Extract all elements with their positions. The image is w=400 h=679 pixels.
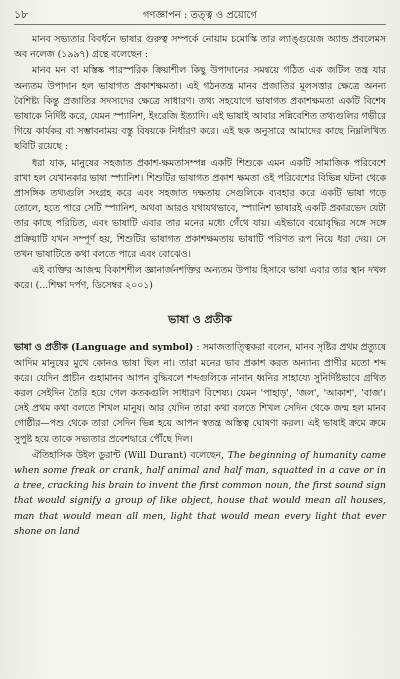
durant-english-name: (Will Durant) <box>124 449 187 461</box>
paragraph-intro: মানব সভ্যতার বিবর্ধনে ভাষার গুরুত্ব সম্পর্কে নোয়াম চমোস্কি তার ল্যাঙ্গুয়েজ অ্যান্ড প্রবলেমস অব নলেজ (১৯৯৭) গ্রন্থে বলেছেন : <box>14 34 386 61</box>
quote-paragraph-3: এই ব্যক্তির আজন্ম বিকাশশীল জ্ঞানার্জনশক্তির অন্যতম উপায় হিসাবে ভাষা এবার তার স্থান দখল করে। (...শিক্ষা দর্পণ, ডিসেম্বর ২০০১) <box>14 265 386 292</box>
section-heading: ভাষা ও প্রতীক <box>168 313 232 327</box>
paragraph-language-symbol <box>14 340 386 446</box>
term-bold: ভাষা ও প্রতীক <box>14 342 68 354</box>
paragraph-body: : সমাজতাত্ত্বিকরা বলেন, মানব সৃষ্টির প্রথম প্রত্যুষে আদিম মানুষের মুখে কোনও ভাষা ছিল না। তারা মনের ভাব প্রকাশ করত অন্যান্য প্রাণীর মতো শব্দ করে। যেদিন প্রাচীন গুহামানব আপন বুদ্ধিবলে শব্দগুলিকে নানান ধ্বনির সাহায্যে সুনির্দিষ্টভাবে গ্রথিত করল সেইদিন তৈরি হয়ে গেল কতকগুলি সাধারণ বিশেষ্য। যেমন 'পাহাড়', 'জল', 'আকাশ', 'বাজ'। সেই প্রথম কথা বলতে শিখল মানুষ। আর যেদিন তারা কথা বলতে শিখল সেদিন থেকে জন্ম হল মানব গোষ্ঠীর—পশু থেকে তারা সেদিন ভিন্ন হয়ে আপন স্বতন্ত্র অস্তিত্ব ঘোষণা করল। এই ভাষাই ক্রমে ক্রমে সুপুষ্ট হয়ে তাকে সভ্যতার প্রবেশদ্বারে পৌঁছে দিল। <box>14 342 386 445</box>
paragraph-durant <box>14 448 386 539</box>
quote-paragraph-2: ধরা যাক, মানুষের সহজাত প্রকাশ-ক্ষমতাসম্পন্ন একটি শিশুকে এমন একটি সামাজিক পরিবেশে রাখা হল যেখানকার ভাষা স্প্যানিশ। শিশুটির ভাষাগত প্রকাশ ক্ষমতা ওই পরিবেশের বিভিন্ন ঘটনা থেকে প্রাসঙ্গিক তথ্যগুলি সংগ্রহ করে এবং সহজাত দক্ষতায় সেগুলিকে ব্যবহার করে একটি ভাষা গড়ে তোলে, হতে পারে সেটি স্প্যানিশ, অথবা আরও যথাযথভাবে, স্প্যানিশ ভাষারই একটি প্রকারভেদ যেটা তার কাছে পরিচিত, এবং ভাষাটি এবার তার মনের মধ্যে গেঁথে যায়। এইভাবে বয়োবৃদ্ধির সঙ্গে সঙ্গে প্রক্রিয়াটি যখন সম্পূর্ণ হয়, শিশুটির ভাষাগত প্রকাশক্ষমতায় ভাষাটি পরিণত রূপ নিয়ে ধরা দেয়। সে তখন ভাষাটিতে কথা বলতে পারে এবং বোঝেও। <box>14 157 386 260</box>
running-title: গণজ্ঞাপন : তত্ত্ব ও প্রয়োগে <box>142 10 258 21</box>
term-english: (Language and symbol) <box>70 342 194 354</box>
durant-intro: ঐতিহাসিক উইল ডুরান্ট <box>32 449 121 461</box>
running-header <box>14 6 386 25</box>
quote-paragraph-1: মানব মন বা মস্তিষ্ক পারস্পরিক ক্রিয়াশীল কিছু উপাদানের সমন্বয়ে গঠিত এক জটিল তন্ত্র যার অন্যতম উপাদান হল ভাষাগত প্রকাশক্ষমতা। এই গঠনতন্ত্র মানব প্রজাতির মূলসত্তার ক্ষেত্রে অনন্য বৈশিষ্ট্য কিন্তু প্রজাতির সদস্যদের ক্ষেত্রে সাধারণ। তথ্য সহযোগে ভাষাগত প্রকাশক্ষমতা একটি বিশেষ ভাষাকে নির্দিষ্ট করে, যেমন স্প্যানিশ, ইংরেজি ইত্যাদি। এই ভাষাই আবার সন্নিবেশিত তথ্যগুলির গভীরে গিয়ে কার্যকর বা সম্ভাবনাময় বস্তু বিষয়কে নির্ধারণ করে। এই ছক অনুসারে আমাদের কাছে নিম্নলিখিত ছবিটি রয়েছে : <box>14 65 386 153</box>
durant-quote: The beginning of humanity came when some freak or crank, half animal and half man, squatted in a cave or in a tree, cracking his brain to invent the first common noun, the first sound sign that would signify a group of like object, house that would mean all houses, man that would mean all men, light that would mean every light that ever shone on land <box>14 449 387 537</box>
page-number: ১৮ <box>14 8 29 21</box>
durant-said: বলেছেন, <box>190 449 225 461</box>
